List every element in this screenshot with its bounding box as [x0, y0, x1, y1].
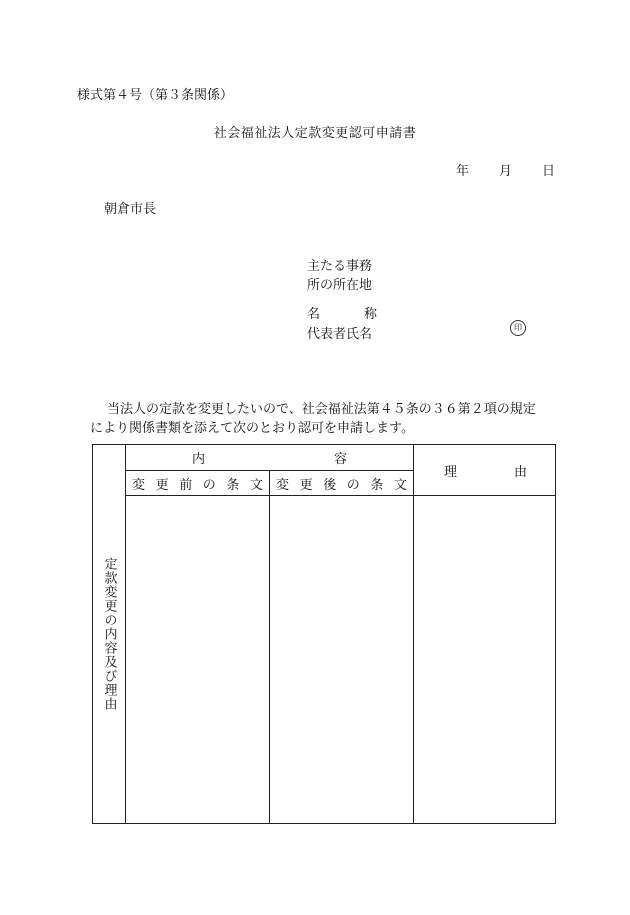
name-label-char1: 名	[307, 307, 321, 322]
after-header-char: 文	[393, 477, 407, 493]
before-header-char: 文	[249, 477, 263, 493]
document-title: 社会福祉法人定款変更認可申請書	[213, 126, 417, 141]
content-header-char: 容	[333, 452, 347, 467]
address-label-line1: 主たる事務	[307, 259, 373, 274]
name-label	[307, 303, 377, 322]
after-header-char: 更	[299, 477, 313, 493]
after-header	[270, 471, 413, 495]
before-header-char: 変	[132, 477, 146, 493]
name-label-char2: 称	[363, 307, 377, 322]
before-text-cell[interactable]	[126, 496, 269, 823]
date-month-label: 月	[499, 164, 513, 179]
before-header-char: 更	[155, 477, 169, 493]
side-label: 定款変更の内容及び理由	[101, 557, 117, 711]
reason-header	[414, 445, 557, 495]
before-header	[126, 471, 269, 495]
body-text-line2: により関係書類を添えて次のとおり認可を申請します。	[90, 421, 414, 436]
content-header-char: 内	[192, 452, 206, 467]
reason-header-char: 由	[513, 464, 527, 480]
change-table	[92, 444, 556, 824]
after-header-char: 後	[323, 477, 337, 493]
before-header-char: 条	[226, 477, 240, 493]
form-number: 様式第４号（第３条関係）	[77, 88, 234, 103]
seal-mark: 印	[510, 320, 526, 336]
date-day-label: 日	[542, 164, 556, 179]
after-header-char: 変	[276, 477, 290, 493]
reason-cell[interactable]	[414, 496, 556, 823]
content-header	[126, 445, 413, 470]
after-text-cell[interactable]	[270, 496, 413, 823]
before-header-char: 前	[179, 477, 193, 493]
before-header-char: の	[202, 477, 216, 493]
date-line	[456, 160, 555, 179]
date-year-label: 年	[456, 164, 470, 179]
after-header-char: 条	[370, 477, 384, 493]
after-header-char: の	[346, 477, 360, 493]
reason-header-char: 理	[444, 464, 458, 480]
representative-label: 代表者氏名	[307, 327, 373, 342]
addressee: 朝倉市長	[104, 202, 157, 217]
address-label-line2: 所の所在地	[307, 278, 373, 293]
body-text-line1: 当法人の定款を変更したいので、社会福祉法第４５条の３６第２項の規定	[107, 402, 536, 417]
